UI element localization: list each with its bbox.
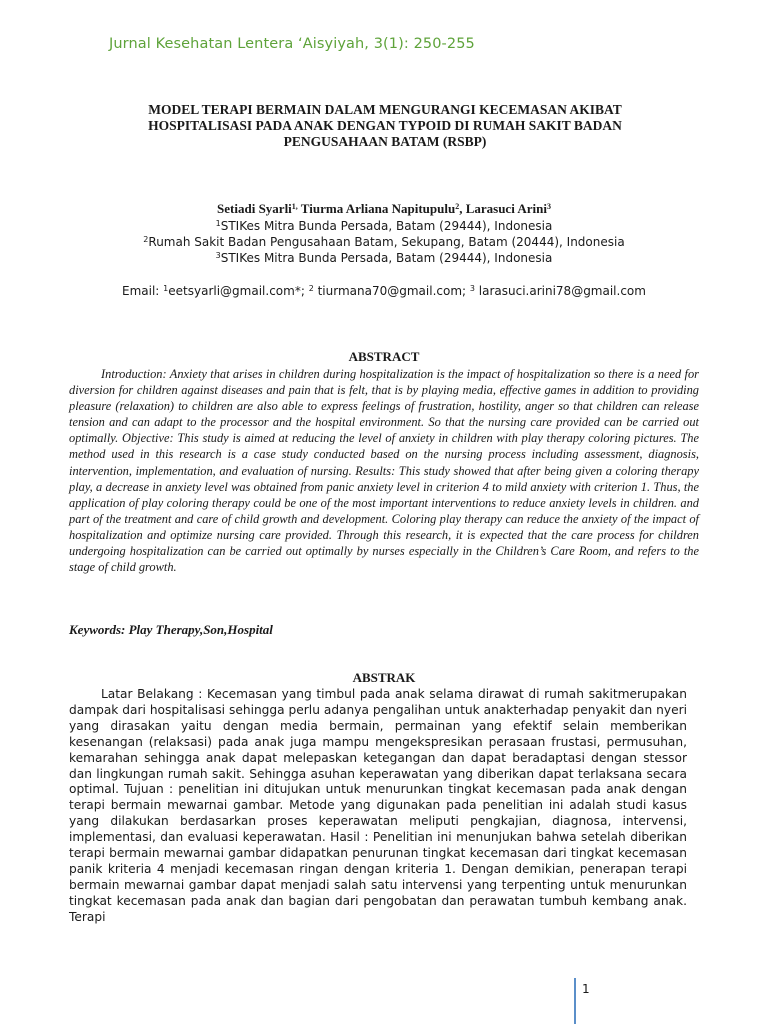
abstract-body: Introduction: Anxiety that arises in children during hospitalization is the impact of hospitalization so there is a need for diversion for children against diseases and pain that is felt, that is by playing media, effective games in addition to providing pleasure (relaxation) to children are also able to express feelings of frustration, hostility, anger so that children can release tension and can adapt to the processor and the hospital environment. So that the nursing care provided can be carried out optimally. Objective: This study is aimed at reducing the level of anxiety in children with play therapy coloring pictures. The method used in this research is a case study conducted based on the nursing process including assessment, diagnosis, intervention, implementation, and evaluation of nursing. Results: This study showed that after being given a coloring therapy play, a decrease in anxiety level was obtained from panic anxiety level in criterion 4 to mild anxiety with criterion 1. Thus, the application of play coloring therapy could be one of the most important interventions to reduce anxiety levels in children. and part of the treatment and care of child growth and development. Coloring play therapy can reduce the anxiety of the impact of hospitalization and optimize nursing care provided. Through this research, it is expected that the care process for children undergoing hospitalization can be carried out optimally by nurses especially in the Children’s Care Room, and refers to the stage of child growth.	[69, 367, 699, 575]
title-line: MODEL TERAPI BERMAIN DALAM MENGURANGI KECEMASAN AKIBAT	[148, 102, 622, 117]
email-mark: 3	[469, 284, 475, 293]
author-name: Setiadi Syarli	[217, 201, 292, 216]
keywords: Keywords: Play Therapy,Son,Hospital	[69, 622, 273, 637]
email-label: Email:	[122, 284, 164, 298]
author-name: , Larasuci Arini	[459, 201, 547, 216]
abstract-heading: ABSTRACT	[348, 349, 420, 364]
author-name: Tiurma Arliana Napitupulu	[297, 201, 456, 216]
affiliation	[0, 235, 768, 249]
author-affil-mark: 1,	[291, 202, 298, 211]
article-title	[90, 102, 680, 150]
title-line: PENGUSAHAAN BATAM (RSBP)	[283, 134, 487, 149]
author-affil-mark: 3	[546, 202, 551, 211]
journal-header: Jurnal Kesehatan Lentera ‘Aisyiyah, 3(1): 250-255	[109, 36, 475, 52]
title-line: HOSPITALISASI PADA ANAK DENGAN TYPOID DI RUMAH SAKIT BADAN	[148, 118, 622, 133]
abstrak-heading: ABSTRAK	[352, 670, 416, 685]
affiliation	[0, 251, 768, 265]
affiliation-mark: 3	[215, 251, 221, 260]
author-list	[0, 201, 768, 217]
affiliation-mark: 2	[143, 235, 149, 244]
affiliation-text: Rumah Sakit Badan Pengusahaan Batam, Sekupang, Batam (20444), Indonesia	[148, 235, 625, 249]
page-number: 1	[582, 982, 590, 996]
abstrak-body: Latar Belakang : Kecemasan yang timbul pada anak selama dirawat di rumah sakitmerupakan dampak dari hospitalisasi sehingga perlu adanya pengalihan untuk anakterhadap penyakit dan nyeri yang dirasakan yaitu dengan media bermain, permainan yang efektif selain memberikan kesenangan (relaksasi) pada anak juga mampu mengekspresikan perasaan frustasi, permusuhan, kemarahan sehingga anak dapat melepaskan ketegangan dan dapat beradaptasi dengan stessor dan lingkungan rumah sakit. Sehingga asuhan keperawatan yang diberikan dapat terlaksana secara optimal. Tujuan : penelitian ini ditujukan untuk menurunkan tingkat kecemasan pada anak dengan terapi bermain mewarnai gambar. Metode yang digunakan pada penelitian ini adalah studi kasus yang dilakukan berdasarkan proses keperawatan meliputi pengkajian, diagnosa, intervensi, implementasi, dan evaluasi keperawatan. Hasil : Penelitian ini menunjukan bahwa setelah diberikan terapi bermain mewarnai gambar didapatkan penurunan tingkat kecemasan dari tingkat kecemasan panik kriteria 4 menjadi kecemasan ringan dengan kriteria 1. Dengan demikian, penerapan terapi bermain mewarnai gambar dapat menjadi salah satu intervensi yang terpenting untuk menurunkan tingkat kecemasan pada anak dan bagian dari pengobatan dan perawatan tumbuh kembang anak. Terapi	[69, 687, 687, 924]
email-mark: 2	[308, 284, 314, 293]
affiliation-text: STIKes Mitra Bunda Persada, Batam (29444), Indonesia	[220, 251, 553, 265]
affiliation	[0, 219, 768, 233]
page-number-rule	[574, 978, 576, 1024]
email-address: larasuci.arini78@gmail.com	[474, 284, 646, 298]
affiliation-text: STIKes Mitra Bunda Persada, Batam (29444), Indonesia	[220, 219, 553, 233]
author-affil-mark: 2	[455, 202, 460, 211]
email-mark: 1	[163, 284, 169, 293]
email-address: eetsyarli@gmail.com*;	[168, 284, 309, 298]
affiliation-mark: 1	[215, 219, 221, 228]
email-address: tiurmana70@gmail.com;	[313, 284, 470, 298]
email-line	[0, 284, 768, 298]
